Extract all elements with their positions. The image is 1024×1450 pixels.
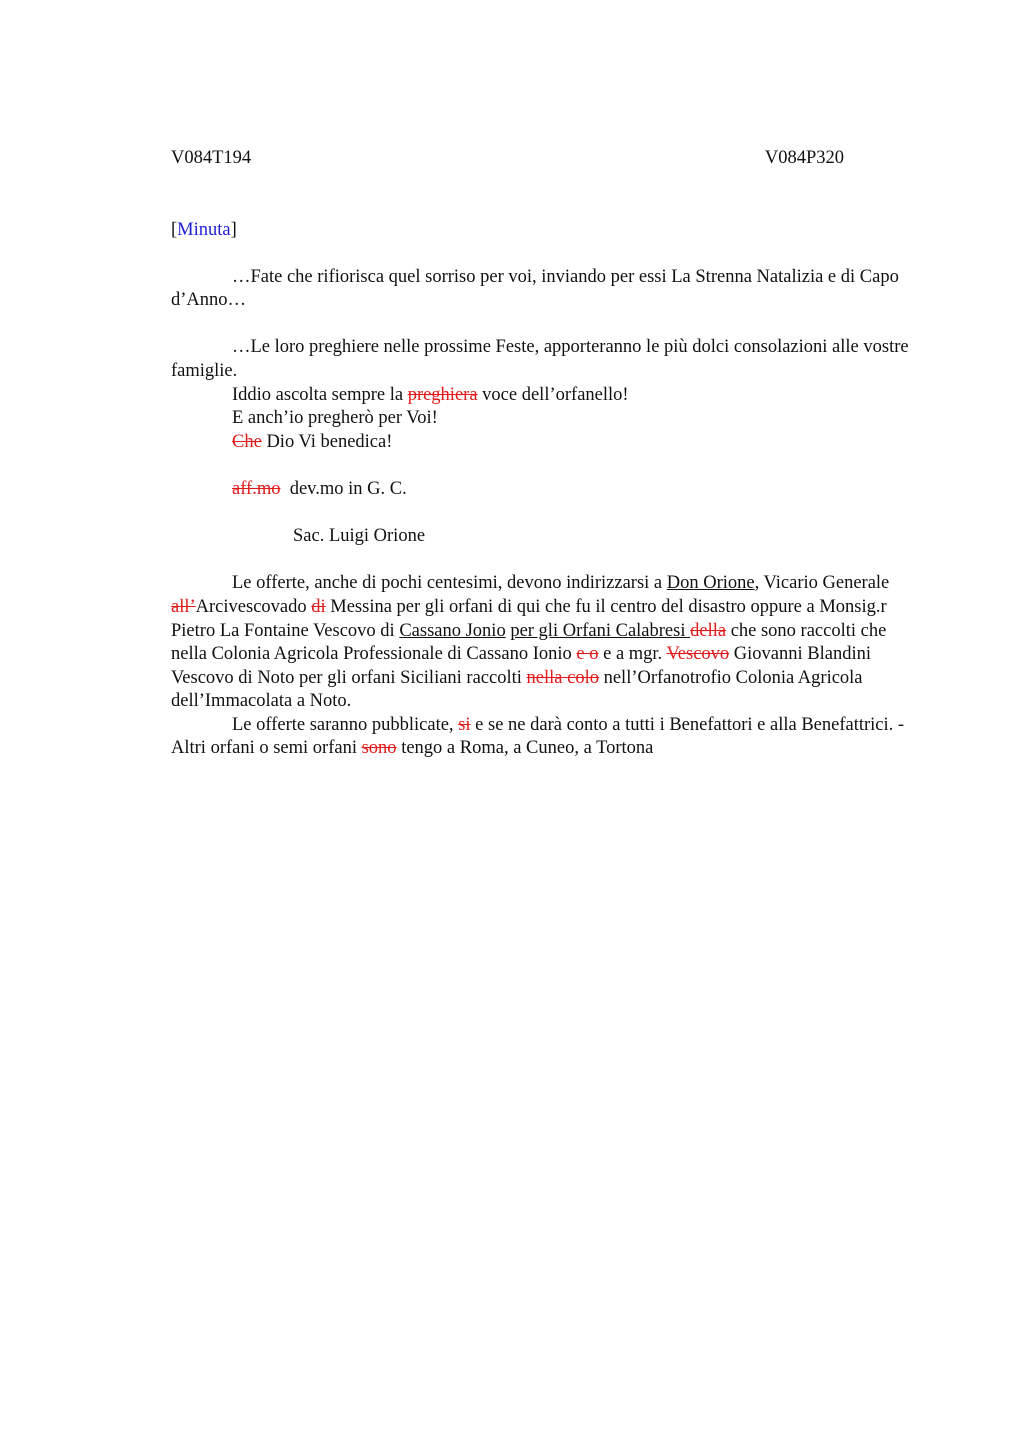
deleted-word: di — [311, 596, 326, 617]
deleted-word: e o — [576, 644, 599, 665]
closing-line: aff.mo dev.mo in G. C. — [232, 478, 407, 499]
paragraph-strenna: …Fate che rifiorisca quel sorriso per voi, inviando per essi La Strenna Natalizia e di Capo d’Anno… — [171, 266, 899, 311]
underlined-text: per gli Orfani Calabresi — [510, 620, 691, 641]
minuta-word: Minuta — [177, 220, 231, 240]
deleted-word: Che — [232, 431, 262, 452]
document-page — [171, 146, 911, 761]
deleted-word: si — [458, 714, 471, 735]
line-benedica: Che Dio Vi benedica! — [232, 431, 393, 452]
line-anchio: E anch’io pregherò per Voi! — [232, 408, 438, 429]
right-code: V084P320 — [764, 148, 844, 168]
paragraph-preghiere: …Le loro preghiere nelle prossime Feste, apporteranno le più dolci consolazioni alle vostre famiglie. — [171, 337, 909, 381]
left-code: V084T194 — [171, 148, 252, 168]
underlined-text: Cassano Jonio — [399, 620, 506, 641]
deleted-word: aff.mo — [232, 478, 281, 499]
deleted-word: preghiera — [407, 384, 478, 405]
minuta-label: [Minuta] — [171, 220, 237, 240]
deleted-word: Vescovo — [666, 644, 730, 665]
deleted-word: all’ — [171, 596, 196, 617]
document-header — [171, 146, 911, 170]
paragraph-offerte: Le offerte, anche di pochi centesimi, devono indirizzarsi a Don Orione, Vicario Generale all’Arcivescovado di Messina per gli orfani di qui che fu il centro del disastro oppure a Monsig.r Pietro La Fontaine Vescovo di Cassano Jonio per gli Orfani Calabresi della che sono raccolti che nella Colonia Agricola Professionale di Cassano Ionio e o e a mgr. Vescovo Giovanni Blandini Vescovo di Noto per gli orfani Siciliani raccolti nella colo nell’Orfanotrofio Colonia Agricola dell’Immacolata a Noto. — [171, 573, 890, 712]
signature: Sac. Luigi Orione — [293, 526, 426, 547]
deleted-word: nella colo — [526, 667, 599, 688]
deleted-word: della — [690, 620, 727, 641]
line-iddio: Iddio ascolta sempre la preghiera voce dell’orfanello! — [232, 384, 629, 405]
underlined-text: Don Orione — [666, 573, 755, 594]
paragraph-pubblicate: Le offerte saranno pubblicate, si e se ne darà conto a tutti i Benefattori e alla Benefattrici. - Altri orfani o semi orfani sono tengo a Roma, a Cuneo, a Tortona — [171, 714, 905, 759]
deleted-word: sono — [361, 738, 397, 759]
